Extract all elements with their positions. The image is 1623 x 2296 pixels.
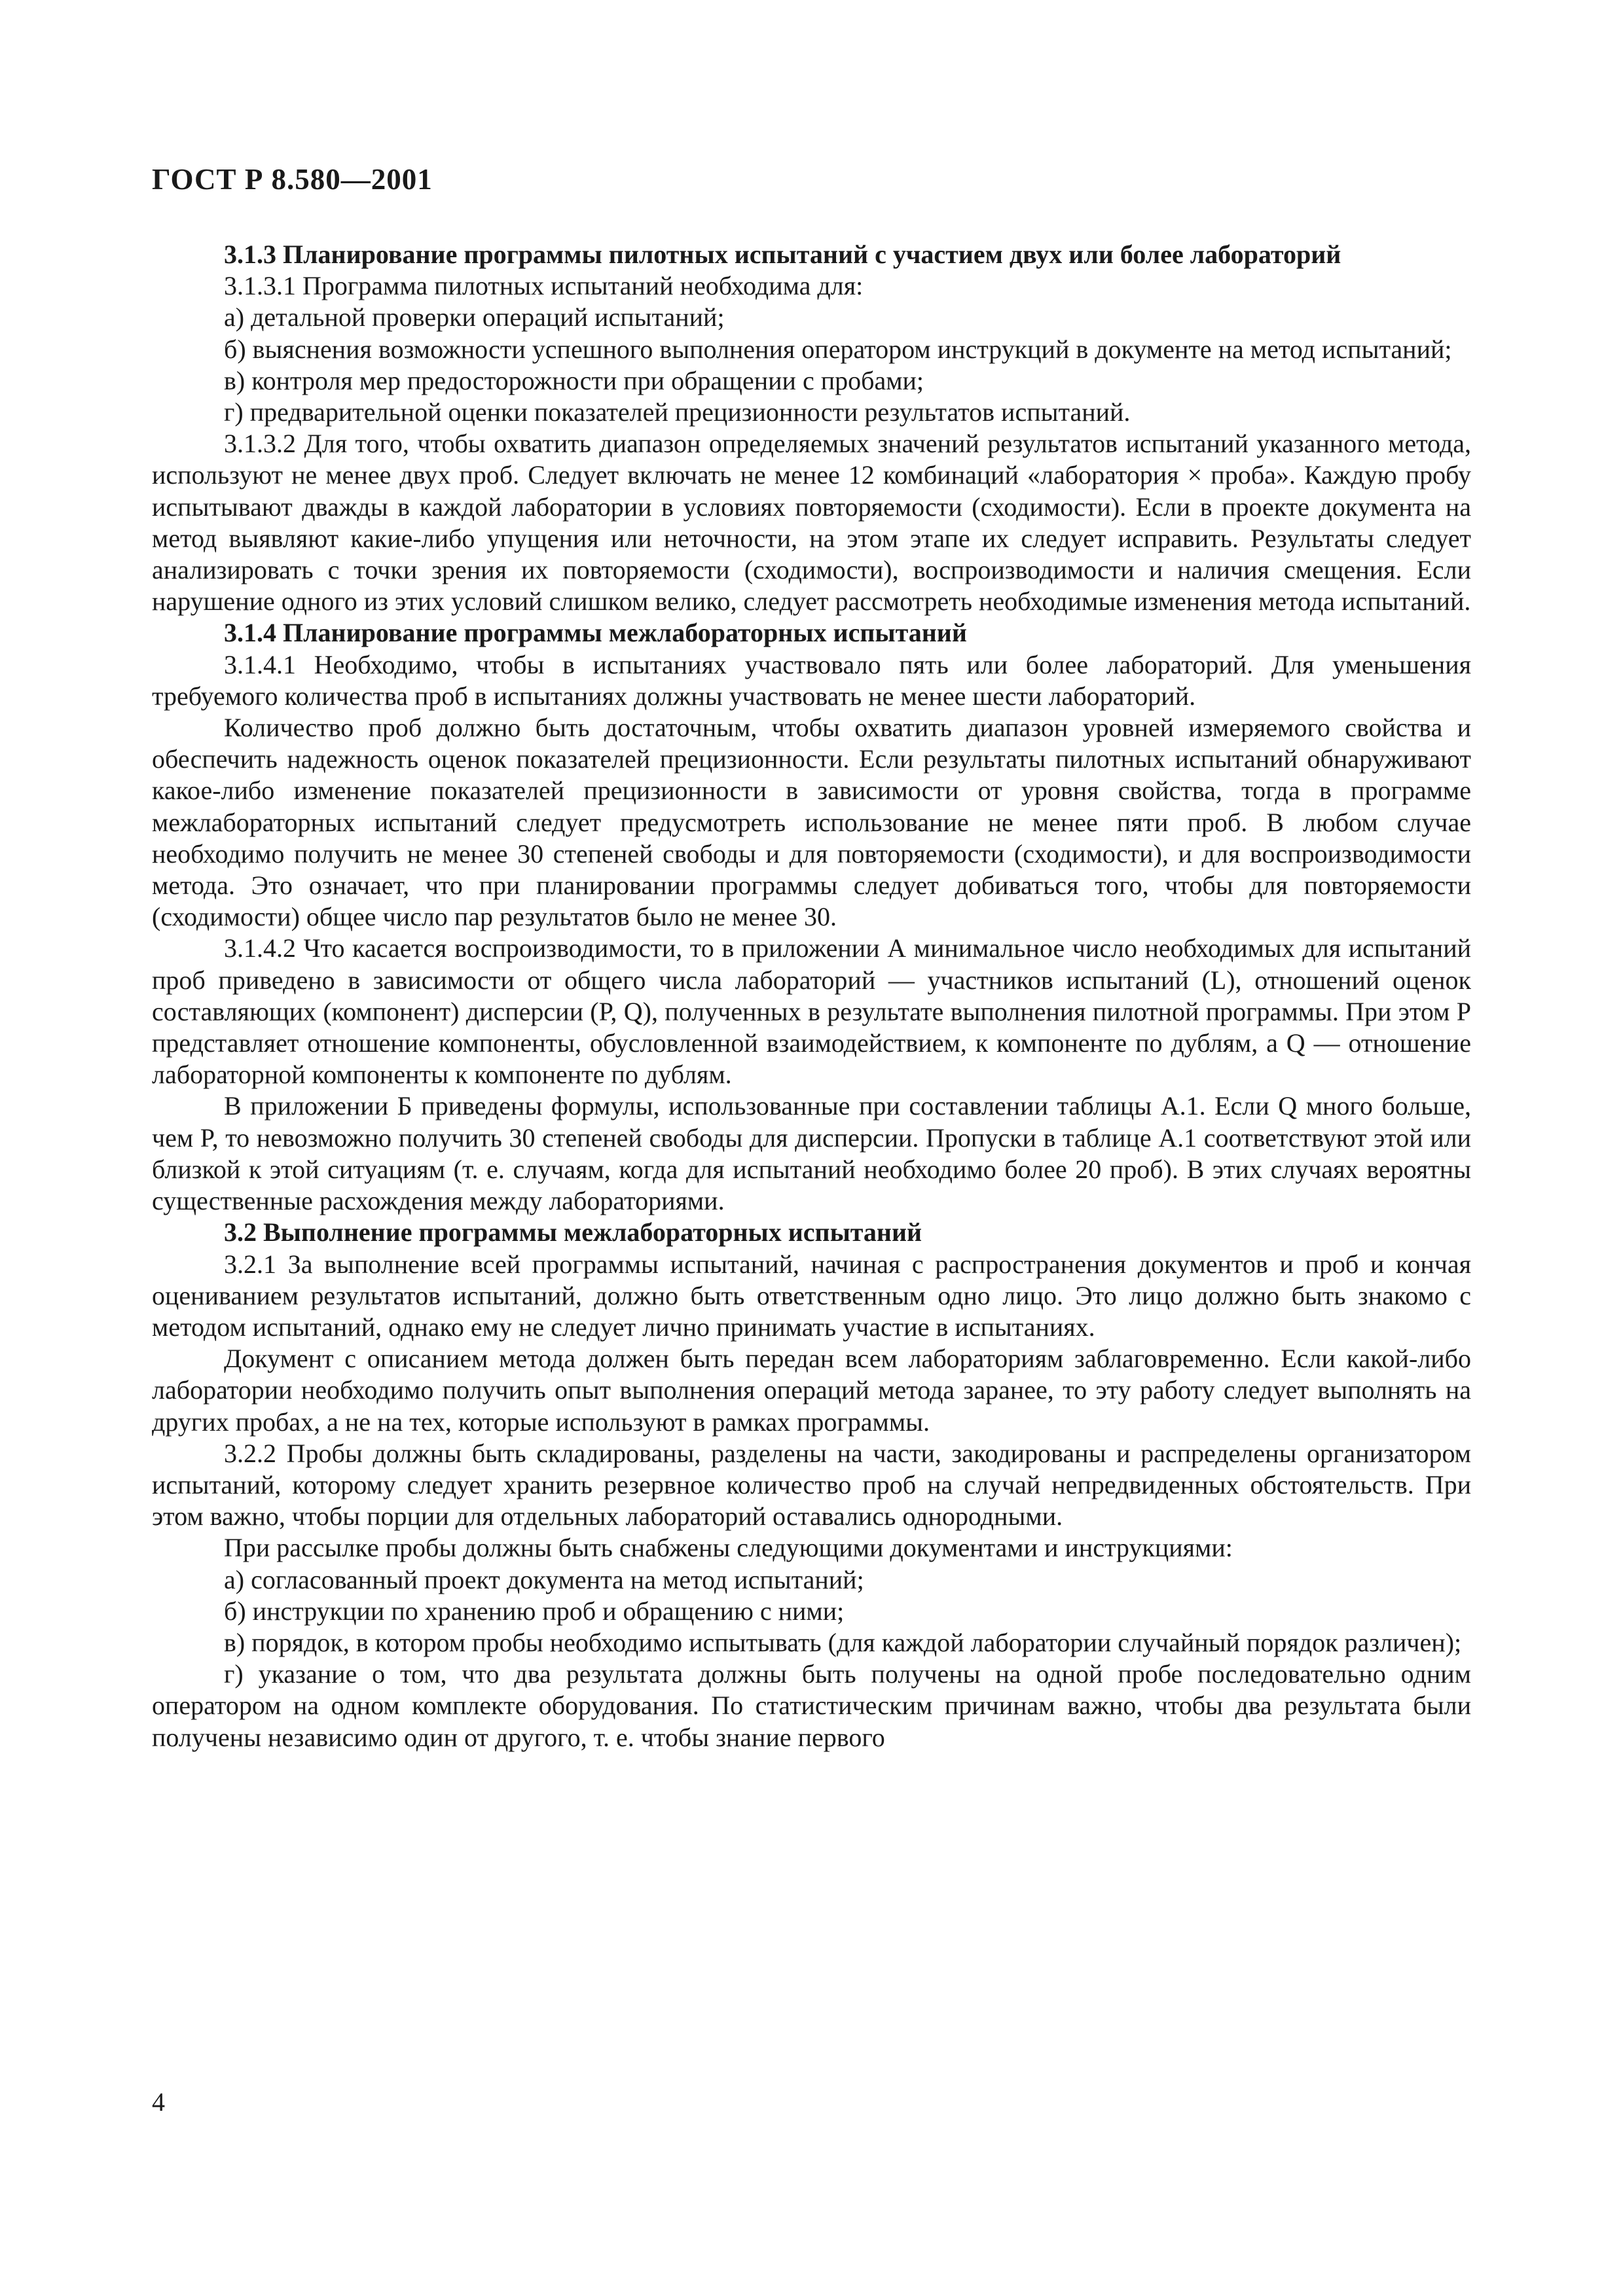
list-item: г) предварительной оценки показателей прецизионности результатов испытаний. bbox=[224, 397, 1131, 427]
paragraph: 3.2.1 За выполнение всей программы испытаний, начиная с распространения документов и проб и кончая оцениванием результатов испытаний, должно быть ответственным одно лицо. Это лицо должно быть знакомо с методом испытаний, однако ему не следует лично принимать участие в испытаниях. bbox=[152, 1249, 1471, 1342]
document-body bbox=[152, 239, 1471, 1753]
page-number: 4 bbox=[152, 2087, 165, 2117]
list-item: в) порядок, в котором пробы необходимо испытывать (для каждой лаборатории случайный порядок различен); bbox=[224, 1627, 1462, 1657]
paragraph: Документ с описанием метода должен быть передан всем лабораториям заблаговременно. Если какой-либо лаборатории необходимо получить опыт выполнения операций метода заранее, то эту работу следует выполнять на других пробах, а не на тех, которые используют в рамках программы. bbox=[152, 1344, 1471, 1437]
list-item: г) указание о том, что два результата должны быть получены на одной пробе последовательно одним оператором на одном комплекте оборудования. По статистическим причинам важно, чтобы два результата были получены независимо один от другого, т. е. чтобы знание первого bbox=[152, 1659, 1471, 1752]
section-heading-3-2: 3.2 Выполнение программы межлабораторных испытаний bbox=[224, 1217, 922, 1247]
list-item: б) инструкции по хранению проб и обращению с ними; bbox=[224, 1596, 845, 1626]
list-item: в) контроля мер предосторожности при обращении с пробами; bbox=[224, 365, 924, 395]
list-item: а) детальной проверки операций испытаний; bbox=[224, 302, 725, 332]
paragraph: 3.1.4.2 Что касается воспроизводимости, то в приложении А минимальное число необходимых для испытаний проб приведено в зависимости от общего числа лабораторий — участников испытаний (L), отношений оценок составляющих (компонент) дисперсии (P, Q), полученных в результате выполнения пилотной программы. При этом P представляет отношение компоненты, обусловленной взаимодействием, к компоненте по дублям, а Q — отношение лабораторной компоненты к компоненте по дублям. bbox=[152, 933, 1471, 1090]
paragraph: 3.1.4.1 Необходимо, чтобы в испытаниях участвовало пять или более лабораторий. Для уменьшения требуемого количества проб в испытаниях должны участвовать не менее шести лабораторий. bbox=[152, 649, 1471, 711]
section-heading-3-1-4: 3.1.4 Планирование программы межлабораторных испытаний bbox=[224, 618, 967, 648]
paragraph: В приложении Б приведены формулы, использованные при составлении таблицы А.1. Если Q много больше, чем P, то невозможно получить 30 степеней свободы для дисперсии. Пропуски в таблице А.1 соответствуют этой или близкой к этой ситуациям (т. е. случаям, когда для испытаний необходимо более 20 проб). В этих случаях вероятны существенные расхождения между лабораториями. bbox=[152, 1091, 1471, 1216]
list-item: а) согласованный проект документа на метод испытаний; bbox=[224, 1564, 864, 1594]
paragraph: Количество проб должно быть достаточным, чтобы охватить диапазон уровней измеряемого свойства и обеспечить надежность оценок показателей прецизионности. Если результаты пилотных испытаний обнаруживают какое-либо изменение показателей прецизионности в зависимости от уровня свойства, тогда в программе межлабораторных испытаний следует предусмотреть использование не менее пяти проб. В любом случае необходимо получить не менее 30 степеней свободы и для повторяемости (сходимости), и для воспроизводимости метода. Это означает, что при планировании программы следует добиваться того, чтобы для повторяемости (сходимости) общее число пар результатов было не менее 30. bbox=[152, 713, 1471, 932]
document-header: ГОСТ Р 8.580—2001 bbox=[152, 163, 433, 196]
paragraph: 3.1.3.2 Для того, чтобы охватить диапазон определяемых значений результатов испытаний указанного метода, используют не менее двух проб. Следует включать не менее 12 комбинаций «лаборатория × проба». Каждую пробу испытывают дважды в каждой лаборатории в условиях повторяемости (сходимости). Если в проекте документа на метод выявляют какие-либо упущения или неточности, на этом этапе их следует исправить. Результаты следует анализировать с точки зрения их повторяемости (сходимости), воспроизводимости и наличия смещения. Если нарушение одного из этих условий слишком велико, следует рассмотреть необходимые изменения метода испытаний. bbox=[152, 429, 1471, 617]
list-item: б) выяснения возможности успешного выполнения оператором инструкций в документе на метод испытаний; bbox=[224, 334, 1452, 364]
paragraph: 3.2.2 Пробы должны быть складированы, разделены на части, закодированы и распределены организатором испытаний, которому следует хранить резервное количество проб на случай непредвиденных обстоятельств. При этом важно, чтобы порции для отдельных лабораторий оставались однородными. bbox=[152, 1438, 1471, 1532]
paragraph: При рассылке пробы должны быть снабжены следующими документами и инструкциями: bbox=[224, 1533, 1233, 1563]
section-heading-3-1-3: 3.1.3 Планирование программы пилотных испытаний с участием двух или более лабораторий bbox=[224, 240, 1341, 269]
paragraph: 3.1.3.1 Программа пилотных испытаний необходима для: bbox=[224, 271, 864, 301]
